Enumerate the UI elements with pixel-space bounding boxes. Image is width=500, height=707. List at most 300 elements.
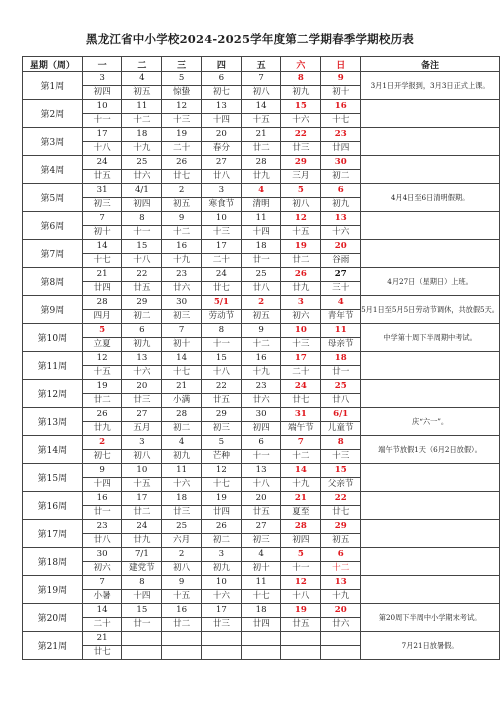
lunar-cell-wed: 小满 bbox=[162, 394, 202, 408]
lunar-cell-sat: 十三 bbox=[281, 338, 321, 352]
date-cell-sun: 13 bbox=[321, 212, 361, 226]
lunar-cell-fri: 廿五 bbox=[241, 506, 281, 520]
page-title: 黑龙江省中小学校2024-2025学年度第二学期春季学期校历表 bbox=[86, 32, 414, 46]
note-cell bbox=[361, 464, 500, 492]
date-cell-thu: 10 bbox=[201, 212, 241, 226]
note-cell bbox=[361, 352, 500, 380]
date-cell-fri: 16 bbox=[241, 352, 281, 366]
lunar-cell-tue: 廿六 bbox=[122, 170, 162, 184]
date-cell-mon: 7 bbox=[82, 212, 122, 226]
date-cell-sun: 11 bbox=[321, 324, 361, 338]
date-cell-sun bbox=[321, 632, 361, 646]
lunar-cell-fri: 廿二 bbox=[241, 142, 281, 156]
lunar-cell-fri: 初四 bbox=[241, 422, 281, 436]
date-cell-mon: 10 bbox=[82, 100, 122, 114]
date-cell-mon: 14 bbox=[82, 240, 122, 254]
header-week: 星期（周） bbox=[23, 57, 83, 72]
week-row-dates bbox=[23, 324, 500, 338]
lunar-cell-fri: 初三 bbox=[241, 534, 281, 548]
header-tue: 二 bbox=[122, 57, 162, 72]
week-row-dates bbox=[23, 128, 500, 142]
lunar-cell-sat bbox=[281, 646, 321, 660]
date-cell-tue bbox=[122, 632, 162, 646]
school-calendar-table bbox=[22, 56, 500, 660]
date-cell-sat: 17 bbox=[281, 352, 321, 366]
date-cell-sun: 15 bbox=[321, 464, 361, 478]
lunar-cell-tue: 廿五 bbox=[122, 282, 162, 296]
date-cell-fri: 27 bbox=[241, 520, 281, 534]
date-cell-fri: 11 bbox=[241, 212, 281, 226]
date-cell-thu: 5 bbox=[201, 436, 241, 450]
week-label: 第14周 bbox=[23, 436, 83, 464]
date-cell-wed: 7 bbox=[162, 324, 202, 338]
week-label: 第12周 bbox=[23, 380, 83, 408]
lunar-cell-thu: 初三 bbox=[201, 422, 241, 436]
lunar-cell-fri bbox=[241, 646, 281, 660]
lunar-cell-sun: 初五 bbox=[321, 534, 361, 548]
note-cell: 3月1日开学报到，3月3日正式上课。 bbox=[361, 72, 500, 100]
week-row-dates bbox=[23, 296, 500, 310]
date-cell-sat: 31 bbox=[281, 408, 321, 422]
lunar-cell-wed: 廿三 bbox=[162, 506, 202, 520]
lunar-cell-fri: 十五 bbox=[241, 114, 281, 128]
lunar-cell-thu bbox=[201, 646, 241, 660]
lunar-cell-mon: 初十 bbox=[82, 226, 122, 240]
date-cell-fri bbox=[241, 632, 281, 646]
lunar-cell-fri: 十七 bbox=[241, 590, 281, 604]
date-cell-wed: 26 bbox=[162, 156, 202, 170]
date-cell-thu: 27 bbox=[201, 156, 241, 170]
week-label: 第13周 bbox=[23, 408, 83, 436]
date-cell-mon: 19 bbox=[82, 380, 122, 394]
date-cell-tue: 17 bbox=[122, 492, 162, 506]
lunar-cell-wed: 初五 bbox=[162, 198, 202, 212]
date-cell-sat: 19 bbox=[281, 604, 321, 618]
lunar-cell-tue: 初九 bbox=[122, 338, 162, 352]
lunar-cell-fri: 初八 bbox=[241, 86, 281, 100]
lunar-cell-thu: 廿三 bbox=[201, 618, 241, 632]
date-cell-tue: 3 bbox=[122, 436, 162, 450]
lunar-cell-tue: 廿三 bbox=[122, 394, 162, 408]
date-cell-wed: 5 bbox=[162, 72, 202, 86]
lunar-cell-sun: 谷雨 bbox=[321, 254, 361, 268]
lunar-cell-sat: 廿五 bbox=[281, 618, 321, 632]
date-cell-tue: 27 bbox=[122, 408, 162, 422]
week-label: 第2周 bbox=[23, 100, 83, 128]
date-cell-tue: 20 bbox=[122, 380, 162, 394]
date-cell-sat: 28 bbox=[281, 520, 321, 534]
week-label: 第9周 bbox=[23, 296, 83, 324]
lunar-cell-sun: 父亲节 bbox=[321, 478, 361, 492]
date-cell-sun: 27 bbox=[321, 268, 361, 282]
date-cell-wed: 4 bbox=[162, 436, 202, 450]
lunar-cell-sat: 初四 bbox=[281, 534, 321, 548]
note-cell: 4月27日（星期日）上班。 bbox=[361, 268, 500, 296]
lunar-cell-thu: 劳动节 bbox=[201, 310, 241, 324]
lunar-cell-tue: 五月 bbox=[122, 422, 162, 436]
lunar-cell-thu: 十六 bbox=[201, 590, 241, 604]
date-cell-mon: 5 bbox=[82, 324, 122, 338]
date-cell-thu: 3 bbox=[201, 184, 241, 198]
date-cell-sat: 24 bbox=[281, 380, 321, 394]
lunar-cell-mon: 小暑 bbox=[82, 590, 122, 604]
lunar-cell-sat: 端午节 bbox=[281, 422, 321, 436]
lunar-cell-wed: 六月 bbox=[162, 534, 202, 548]
lunar-cell-fri: 初十 bbox=[241, 562, 281, 576]
lunar-cell-mon: 廿二 bbox=[82, 394, 122, 408]
date-cell-fri: 4 bbox=[241, 184, 281, 198]
lunar-cell-tue: 十一 bbox=[122, 226, 162, 240]
date-cell-tue: 10 bbox=[122, 464, 162, 478]
lunar-cell-mon: 十一 bbox=[82, 114, 122, 128]
note-cell bbox=[361, 548, 500, 576]
week-label: 第15周 bbox=[23, 464, 83, 492]
date-cell-mon: 30 bbox=[82, 548, 122, 562]
date-cell-thu: 15 bbox=[201, 352, 241, 366]
week-label: 第19周 bbox=[23, 576, 83, 604]
week-label: 第7周 bbox=[23, 240, 83, 268]
lunar-cell-sun: 十七 bbox=[321, 114, 361, 128]
date-cell-sat: 15 bbox=[281, 100, 321, 114]
header-mon: 一 bbox=[82, 57, 122, 72]
lunar-cell-wed: 十七 bbox=[162, 366, 202, 380]
lunar-cell-sun: 十九 bbox=[321, 590, 361, 604]
lunar-cell-sun: 初十 bbox=[321, 86, 361, 100]
note-cell bbox=[361, 100, 500, 128]
week-row-dates bbox=[23, 184, 500, 198]
lunar-cell-mon: 二十 bbox=[82, 618, 122, 632]
week-label: 第8周 bbox=[23, 268, 83, 296]
header-sun: 日 bbox=[321, 57, 361, 72]
date-cell-sat: 7 bbox=[281, 436, 321, 450]
lunar-cell-sat: 十一 bbox=[281, 562, 321, 576]
week-row-dates bbox=[23, 408, 500, 422]
note-cell: 第20周下半周中小学期末考试。 bbox=[361, 604, 500, 632]
date-cell-sat: 21 bbox=[281, 492, 321, 506]
date-cell-thu: 3 bbox=[201, 548, 241, 562]
date-cell-tue: 11 bbox=[122, 100, 162, 114]
date-cell-sat: 19 bbox=[281, 240, 321, 254]
date-cell-sat: 26 bbox=[281, 268, 321, 282]
date-cell-sun: 4 bbox=[321, 296, 361, 310]
lunar-cell-thu: 廿七 bbox=[201, 282, 241, 296]
week-label: 第10周 bbox=[23, 324, 83, 352]
note-cell bbox=[361, 380, 500, 408]
lunar-cell-sat: 三月 bbox=[281, 170, 321, 184]
date-cell-sun: 9 bbox=[321, 72, 361, 86]
lunar-cell-thu: 十八 bbox=[201, 366, 241, 380]
date-cell-sun: 18 bbox=[321, 352, 361, 366]
lunar-cell-wed: 廿二 bbox=[162, 618, 202, 632]
week-row-dates bbox=[23, 380, 500, 394]
lunar-cell-sun: 廿一 bbox=[321, 366, 361, 380]
date-cell-wed: 14 bbox=[162, 352, 202, 366]
lunar-cell-thu: 二十 bbox=[201, 254, 241, 268]
date-cell-wed: 30 bbox=[162, 296, 202, 310]
lunar-cell-sun: 儿童节 bbox=[321, 422, 361, 436]
lunar-cell-fri: 初五 bbox=[241, 310, 281, 324]
lunar-cell-sun: 廿七 bbox=[321, 506, 361, 520]
date-cell-thu: 17 bbox=[201, 240, 241, 254]
lunar-cell-tue: 廿九 bbox=[122, 534, 162, 548]
week-row-dates bbox=[23, 72, 500, 86]
week-row-dates bbox=[23, 464, 500, 478]
date-cell-tue: 8 bbox=[122, 212, 162, 226]
date-cell-fri: 23 bbox=[241, 380, 281, 394]
date-cell-fri: 21 bbox=[241, 128, 281, 142]
date-cell-thu: 13 bbox=[201, 100, 241, 114]
date-cell-thu: 20 bbox=[201, 128, 241, 142]
week-label: 第5周 bbox=[23, 184, 83, 212]
lunar-cell-sun: 廿六 bbox=[321, 618, 361, 632]
date-cell-mon: 17 bbox=[82, 128, 122, 142]
lunar-cell-tue: 廿一 bbox=[122, 618, 162, 632]
lunar-cell-sun: 三十 bbox=[321, 282, 361, 296]
lunar-cell-wed: 十六 bbox=[162, 478, 202, 492]
date-cell-tue: 13 bbox=[122, 352, 162, 366]
lunar-cell-wed: 初九 bbox=[162, 450, 202, 464]
date-cell-thu: 17 bbox=[201, 604, 241, 618]
date-cell-fri: 25 bbox=[241, 268, 281, 282]
lunar-cell-fri: 十一 bbox=[241, 450, 281, 464]
date-cell-tue: 6 bbox=[122, 324, 162, 338]
date-cell-fri: 6 bbox=[241, 436, 281, 450]
lunar-cell-tue: 廿二 bbox=[122, 506, 162, 520]
note-cell: 庆“六一”。 bbox=[361, 408, 500, 436]
note-cell bbox=[361, 128, 500, 156]
lunar-cell-fri: 十八 bbox=[241, 478, 281, 492]
date-cell-sat bbox=[281, 632, 321, 646]
lunar-cell-sat: 十五 bbox=[281, 226, 321, 240]
date-cell-tue: 18 bbox=[122, 128, 162, 142]
lunar-cell-thu: 廿五 bbox=[201, 394, 241, 408]
date-cell-wed: 12 bbox=[162, 100, 202, 114]
note-cell: 4月4日至6日清明假期。 bbox=[361, 184, 500, 212]
date-cell-fri: 9 bbox=[241, 324, 281, 338]
date-cell-mon: 7 bbox=[82, 576, 122, 590]
date-cell-thu: 5/1 bbox=[201, 296, 241, 310]
lunar-cell-mon: 十四 bbox=[82, 478, 122, 492]
lunar-cell-tue bbox=[122, 646, 162, 660]
date-cell-fri: 18 bbox=[241, 604, 281, 618]
lunar-cell-fri: 十四 bbox=[241, 226, 281, 240]
lunar-cell-mon: 廿一 bbox=[82, 506, 122, 520]
date-cell-wed: 18 bbox=[162, 492, 202, 506]
lunar-cell-sat: 廿二 bbox=[281, 254, 321, 268]
date-cell-sat: 10 bbox=[281, 324, 321, 338]
lunar-cell-wed: 初八 bbox=[162, 562, 202, 576]
lunar-cell-thu: 十四 bbox=[201, 114, 241, 128]
lunar-cell-sun: 初九 bbox=[321, 198, 361, 212]
note-cell: 端午节放假1天（6月2日放假）。 bbox=[361, 436, 500, 464]
date-cell-mon: 16 bbox=[82, 492, 122, 506]
date-cell-sat: 8 bbox=[281, 72, 321, 86]
lunar-cell-sat: 廿三 bbox=[281, 142, 321, 156]
week-label: 第3周 bbox=[23, 128, 83, 156]
date-cell-fri: 4 bbox=[241, 548, 281, 562]
week-row-dates bbox=[23, 436, 500, 450]
week-row-dates bbox=[23, 240, 500, 254]
date-cell-mon: 26 bbox=[82, 408, 122, 422]
date-cell-mon: 21 bbox=[82, 632, 122, 646]
week-row-dates bbox=[23, 632, 500, 646]
date-cell-fri: 30 bbox=[241, 408, 281, 422]
week-row-dates bbox=[23, 100, 500, 114]
date-cell-thu: 19 bbox=[201, 492, 241, 506]
week-label: 第4周 bbox=[23, 156, 83, 184]
date-cell-sun: 8 bbox=[321, 436, 361, 450]
header-row bbox=[23, 57, 500, 72]
note-cell: 中学第十周下半周期中考试。 bbox=[361, 324, 500, 352]
date-cell-thu: 26 bbox=[201, 520, 241, 534]
week-row-dates bbox=[23, 520, 500, 534]
lunar-cell-mon: 初七 bbox=[82, 450, 122, 464]
week-row-dates bbox=[23, 548, 500, 562]
lunar-cell-wed: 惊蛰 bbox=[162, 86, 202, 100]
lunar-cell-fri: 十二 bbox=[241, 338, 281, 352]
lunar-cell-wed: 初二 bbox=[162, 422, 202, 436]
date-cell-tue: 15 bbox=[122, 604, 162, 618]
date-cell-mon: 24 bbox=[82, 156, 122, 170]
lunar-cell-tue: 初五 bbox=[122, 86, 162, 100]
lunar-cell-sun: 十三 bbox=[321, 450, 361, 464]
week-label: 第21周 bbox=[23, 632, 83, 660]
week-row-dates bbox=[23, 604, 500, 618]
date-cell-mon: 31 bbox=[82, 184, 122, 198]
week-label: 第11周 bbox=[23, 352, 83, 380]
lunar-cell-wed: 初三 bbox=[162, 310, 202, 324]
lunar-cell-wed: 廿六 bbox=[162, 282, 202, 296]
date-cell-fri: 18 bbox=[241, 240, 281, 254]
week-label: 第1周 bbox=[23, 72, 83, 100]
date-cell-tue: 8 bbox=[122, 576, 162, 590]
date-cell-thu: 10 bbox=[201, 576, 241, 590]
date-cell-sun: 20 bbox=[321, 240, 361, 254]
header-fri: 五 bbox=[241, 57, 281, 72]
lunar-cell-fri: 廿四 bbox=[241, 618, 281, 632]
date-cell-tue: 4/1 bbox=[122, 184, 162, 198]
date-cell-mon: 21 bbox=[82, 268, 122, 282]
date-cell-thu: 12 bbox=[201, 464, 241, 478]
lunar-cell-mon: 十八 bbox=[82, 142, 122, 156]
lunar-cell-tue: 建党节 bbox=[122, 562, 162, 576]
lunar-cell-tue: 十二 bbox=[122, 114, 162, 128]
lunar-cell-wed: 二十 bbox=[162, 142, 202, 156]
date-cell-wed: 16 bbox=[162, 604, 202, 618]
date-cell-fri: 28 bbox=[241, 156, 281, 170]
date-cell-sun: 25 bbox=[321, 380, 361, 394]
lunar-cell-fri: 十九 bbox=[241, 366, 281, 380]
date-cell-thu: 8 bbox=[201, 324, 241, 338]
lunar-cell-mon: 初三 bbox=[82, 198, 122, 212]
date-cell-sun: 20 bbox=[321, 604, 361, 618]
lunar-cell-tue: 十六 bbox=[122, 366, 162, 380]
week-row-dates bbox=[23, 576, 500, 590]
note-cell: 7月21日放暑假。 bbox=[361, 632, 500, 660]
date-cell-sat: 29 bbox=[281, 156, 321, 170]
date-cell-sat: 14 bbox=[281, 464, 321, 478]
date-cell-fri: 11 bbox=[241, 576, 281, 590]
lunar-cell-fri: 廿一 bbox=[241, 254, 281, 268]
lunar-cell-sun bbox=[321, 646, 361, 660]
date-cell-wed: 2 bbox=[162, 548, 202, 562]
header-notes: 备注 bbox=[361, 57, 500, 72]
lunar-cell-wed: 十五 bbox=[162, 590, 202, 604]
date-cell-fri: 20 bbox=[241, 492, 281, 506]
date-cell-mon: 28 bbox=[82, 296, 122, 310]
date-cell-wed: 9 bbox=[162, 576, 202, 590]
date-cell-fri: 14 bbox=[241, 100, 281, 114]
lunar-cell-sat: 夏至 bbox=[281, 506, 321, 520]
date-cell-mon: 14 bbox=[82, 604, 122, 618]
date-cell-tue: 15 bbox=[122, 240, 162, 254]
date-cell-sat: 5 bbox=[281, 548, 321, 562]
lunar-cell-mon: 十七 bbox=[82, 254, 122, 268]
lunar-cell-thu: 初九 bbox=[201, 562, 241, 576]
lunar-cell-tue: 十五 bbox=[122, 478, 162, 492]
date-cell-tue: 25 bbox=[122, 156, 162, 170]
date-cell-sun: 30 bbox=[321, 156, 361, 170]
date-cell-sun: 6 bbox=[321, 184, 361, 198]
date-cell-wed: 21 bbox=[162, 380, 202, 394]
week-label: 第17周 bbox=[23, 520, 83, 548]
lunar-cell-wed: 十二 bbox=[162, 226, 202, 240]
date-cell-sun: 22 bbox=[321, 492, 361, 506]
note-cell bbox=[361, 576, 500, 604]
date-cell-wed: 9 bbox=[162, 212, 202, 226]
lunar-cell-tue: 十九 bbox=[122, 142, 162, 156]
date-cell-wed: 11 bbox=[162, 464, 202, 478]
lunar-cell-sun: 青年节 bbox=[321, 310, 361, 324]
lunar-cell-tue: 初二 bbox=[122, 310, 162, 324]
week-row-dates bbox=[23, 268, 500, 282]
week-label: 第16周 bbox=[23, 492, 83, 520]
header-wed: 三 bbox=[162, 57, 202, 72]
date-cell-fri: 2 bbox=[241, 296, 281, 310]
week-row-dates bbox=[23, 156, 500, 170]
date-cell-mon: 23 bbox=[82, 520, 122, 534]
lunar-cell-mon: 廿四 bbox=[82, 282, 122, 296]
lunar-cell-sun: 母亲节 bbox=[321, 338, 361, 352]
date-cell-sat: 3 bbox=[281, 296, 321, 310]
lunar-cell-fri: 清明 bbox=[241, 198, 281, 212]
lunar-cell-fri: 廿六 bbox=[241, 394, 281, 408]
date-cell-sun: 23 bbox=[321, 128, 361, 142]
lunar-cell-tue: 十八 bbox=[122, 254, 162, 268]
week-row-dates bbox=[23, 212, 500, 226]
date-cell-tue: 29 bbox=[122, 296, 162, 310]
date-cell-wed: 23 bbox=[162, 268, 202, 282]
lunar-cell-mon: 四月 bbox=[82, 310, 122, 324]
date-cell-wed: 16 bbox=[162, 240, 202, 254]
lunar-cell-mon: 廿五 bbox=[82, 170, 122, 184]
lunar-cell-sat: 二十 bbox=[281, 366, 321, 380]
lunar-cell-thu: 寒食节 bbox=[201, 198, 241, 212]
lunar-cell-sat: 十二 bbox=[281, 450, 321, 464]
lunar-cell-thu: 十七 bbox=[201, 478, 241, 492]
header-sat: 六 bbox=[281, 57, 321, 72]
lunar-cell-thu: 廿八 bbox=[201, 170, 241, 184]
lunar-cell-thu: 芒种 bbox=[201, 450, 241, 464]
note-cell bbox=[361, 156, 500, 184]
lunar-cell-sat: 初八 bbox=[281, 198, 321, 212]
date-cell-sat: 22 bbox=[281, 128, 321, 142]
lunar-cell-mon: 十五 bbox=[82, 366, 122, 380]
note-cell bbox=[361, 520, 500, 548]
header-thu: 四 bbox=[201, 57, 241, 72]
lunar-cell-mon: 廿九 bbox=[82, 422, 122, 436]
date-cell-sat: 12 bbox=[281, 212, 321, 226]
